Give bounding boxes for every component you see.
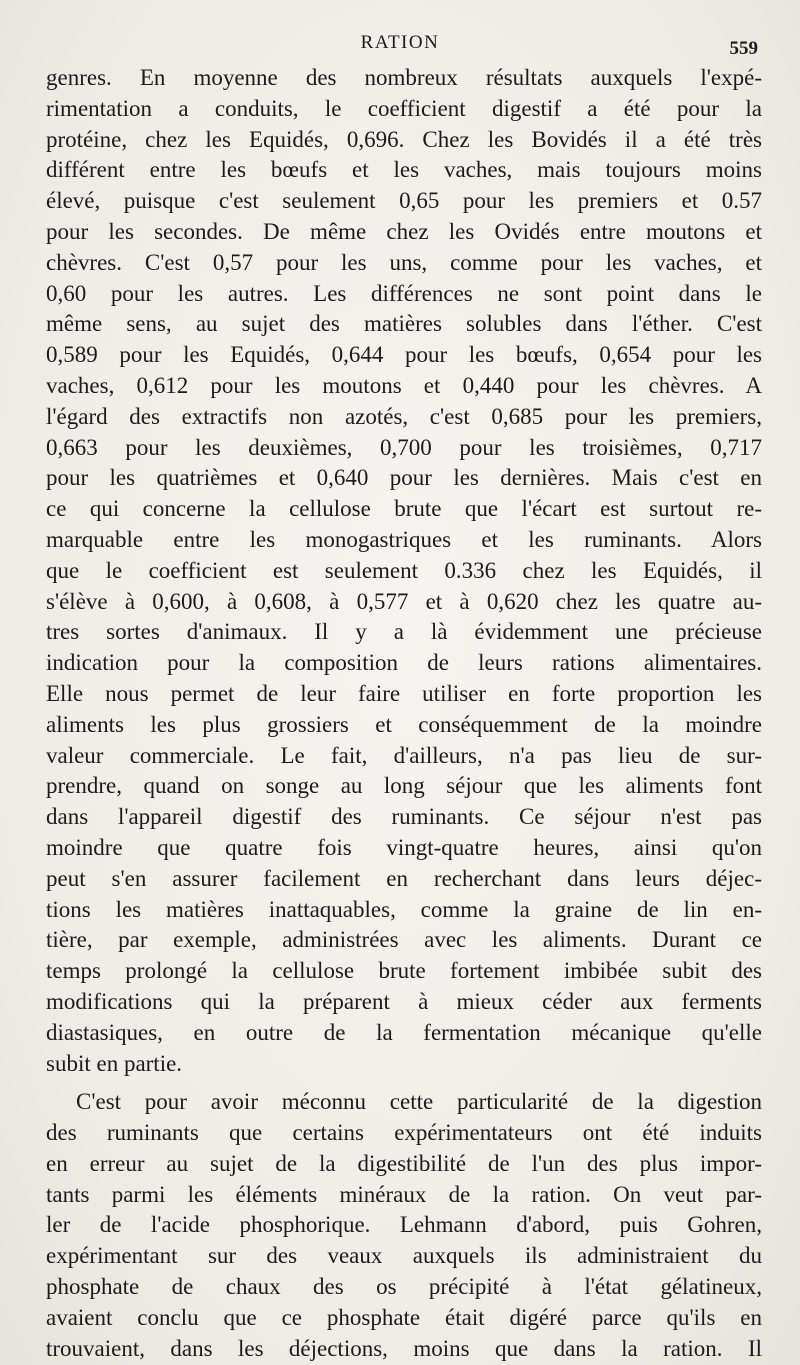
text-line: 0,663 pour les deuxièmes, 0,700 pour les troisièmes, 0,717 <box>46 434 762 460</box>
text-line: 0,589 pour les Equidés, 0,644 pour les bœufs, 0,654 pour les <box>46 342 762 368</box>
text-line: avaient conclu que ce phosphate était digéré parce qu'ils en <box>46 1304 762 1330</box>
text-line: genres. En moyenne des nombreux résultats auxquels l'expé- <box>46 65 762 90</box>
text-line: 0,60 pour les autres. Les différences ne sont point dans le <box>46 280 762 306</box>
text-line: élevé, puisque c'est seulement 0,65 pour les premiers et 0.57 <box>46 188 762 214</box>
running-header <box>0 30 800 60</box>
text-line: Elle nous permet de leur faire utiliser en forte proportion les <box>46 680 762 706</box>
text-line: moindre que quatre fois vingt-quatre heures, ainsi qu'on <box>46 834 762 860</box>
text-line: différent entre les bœufs et les vaches, mais toujours moins <box>46 157 762 183</box>
text-line: aliments les plus grossiers et conséquemment de la moindre <box>46 711 762 737</box>
text-line: indication pour la composition de leurs rations alimentaires. <box>46 650 762 676</box>
text-line: phosphate de chaux des os précipité à l'état gélatineux, <box>46 1274 762 1300</box>
text-line: ce qui concerne la cellulose brute que l'écart est surtout re- <box>46 496 762 522</box>
text-line: tres sortes d'animaux. Il y a là évidemment une précieuse <box>46 619 762 645</box>
text-line: subit en partie. <box>46 1050 183 1076</box>
text-line: ler de l'acide phosphorique. Lehmann d'abord, puis Gohren, <box>46 1212 762 1238</box>
text-line: expérimentant sur des veaux auxquels ils administraient du <box>46 1243 762 1269</box>
text-line: pour les quatrièmes et 0,640 pour les dernières. Mais c'est en <box>46 465 762 491</box>
page-number: 559 <box>729 38 758 59</box>
paragraph-2 <box>46 1087 762 1364</box>
text-line: des ruminants que certains expérimentateurs ont été induits <box>46 1120 762 1146</box>
text-line: que le coefficient est seulement 0.336 chez les Equidés, il <box>46 557 762 583</box>
text-line: même sens, au sujet des matières solubles dans l'éther. C'est <box>46 311 762 337</box>
text-line: valeur commerciale. Le fait, d'ailleurs, n'a pas lieu de sur- <box>46 742 762 768</box>
text-line: chèvres. C'est 0,57 pour les uns, comme pour les vaches, et <box>46 249 762 275</box>
text-line: rimentation a conduits, le coefficient digestif a été pour la <box>46 95 762 121</box>
text-line: tants parmi les éléments minéraux de la ration. On veut par- <box>46 1181 762 1207</box>
text-line: vaches, 0,612 pour les moutons et 0,440 pour les chèvres. A <box>46 372 762 398</box>
text-line: protéine, chez les Equidés, 0,696. Chez les Bovidés il a été très <box>46 126 762 152</box>
text-line: diastasiques, en outre de la fermentation mécanique qu'elle <box>46 1019 762 1045</box>
body-text <box>46 63 762 1364</box>
text-line: dans l'appareil digestif des ruminants. Ce séjour n'est pas <box>46 804 762 830</box>
text-line: C'est pour avoir méconnu cette particularité de la digestion <box>76 1089 762 1115</box>
text-line: marquable entre les monogastriques et les ruminants. Alors <box>46 526 762 552</box>
text-line: prendre, quand on songe au long séjour que les aliments font <box>46 773 762 799</box>
text-line: s'élève à 0,600, à 0,608, à 0,577 et à 0,620 chez les quatre au- <box>46 588 762 614</box>
running-title: RATION <box>360 32 440 53</box>
text-line: trouvaient, dans les déjections, moins que dans la ration. Il <box>46 1335 762 1361</box>
text-line: peut s'en assurer facilement en recherchant dans leurs déjec- <box>46 865 762 891</box>
text-line: pour les secondes. De même chez les Ovidés entre moutons et <box>46 218 762 244</box>
text-line: tière, par exemple, administrées avec les aliments. Durant ce <box>46 927 762 953</box>
text-line: tions les matières inattaquables, comme la graine de lin en- <box>46 896 762 922</box>
text-line: en erreur au sujet de la digestibilité de l'un des plus impor- <box>46 1150 762 1176</box>
paragraph-1 <box>46 63 762 1079</box>
text-line: l'égard des extractifs non azotés, c'est 0,685 pour les premiers, <box>46 403 762 429</box>
paragraph-gap <box>46 1079 762 1087</box>
text-line: temps prolongé la cellulose brute fortement imbibée subit des <box>46 958 762 984</box>
text-line: modifications qui la préparent à mieux céder aux ferments <box>46 988 762 1014</box>
